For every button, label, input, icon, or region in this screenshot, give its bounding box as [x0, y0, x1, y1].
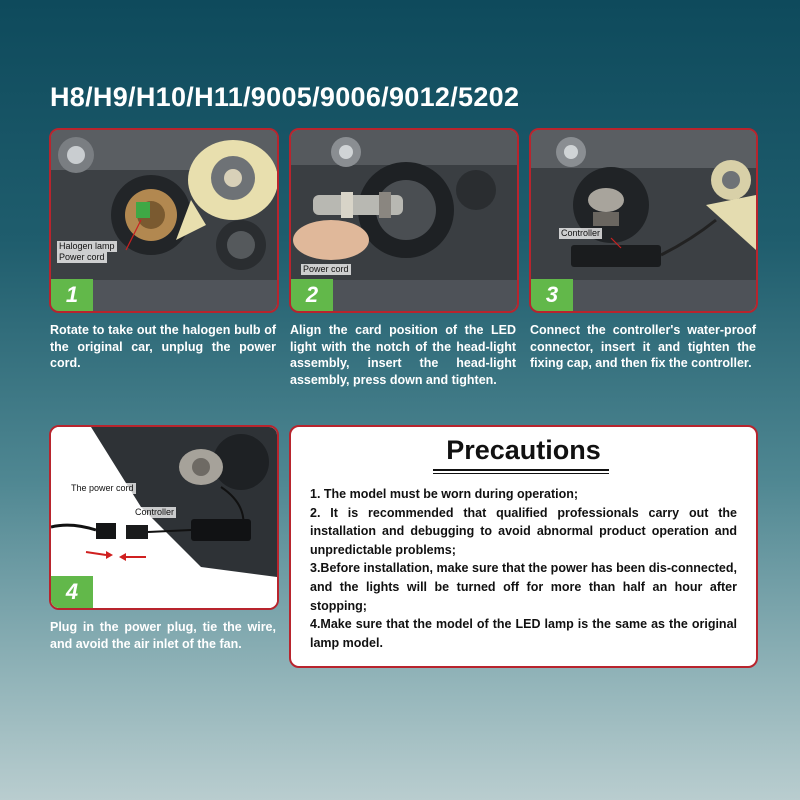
- photo-label-halogen-lamp: Halogen lamp: [59, 241, 115, 251]
- precaution-item: 3.Before installation, make sure that the power has been dis-connected, and the lights will be turned off for more than half an hour after stopping;: [310, 561, 737, 613]
- page-title: H8/H9/H10/H11/9005/9006/9012/5202: [50, 82, 520, 112]
- precaution-item: 4.Make sure that the model of the LED lamp is the same as the original lamp model.: [310, 617, 737, 650]
- precaution-item: 1. The model must be worn during operation;: [310, 487, 579, 501]
- step-1-number-badge: 1: [51, 279, 93, 311]
- step-2-number-badge: 2: [291, 279, 333, 311]
- photo-label-the-power-cord: The power cord: [71, 483, 134, 493]
- step-4-number-badge: 4: [51, 576, 93, 608]
- step-3-number-badge: 3: [531, 279, 573, 311]
- step-3-card: [529, 128, 758, 313]
- heading-underline-thin: [433, 473, 609, 474]
- step-2-card: [289, 128, 519, 313]
- photo-label-power-cord: Power cord: [59, 252, 105, 262]
- precautions-list: [310, 485, 737, 652]
- precautions-panel: [289, 425, 758, 668]
- step-1-description: Rotate to take out the halogen bulb of the original car, unplug the power cord.: [50, 323, 276, 370]
- step-4-description: Plug in the power plug, tie the wire, and avoid the air inlet of the fan.: [50, 620, 276, 651]
- heading-underline: [433, 469, 609, 471]
- step-4-card: [49, 425, 279, 610]
- step-1-card: [49, 128, 279, 313]
- photo-label-power-cord: Power cord: [303, 264, 349, 274]
- step-3-description: Connect the controller's water-proof connector, insert it and tighten the fixing cap, and then fix the controller.: [530, 323, 756, 370]
- step-2-description: Align the card position of the LED light with the notch of the head-light assembly, insert the head-light assembly, press down and tighten.: [290, 323, 516, 387]
- precautions-heading: Precautions: [446, 435, 601, 465]
- photo-label-controller: Controller: [561, 228, 601, 238]
- photo-label-controller: Controller: [135, 507, 175, 517]
- precaution-item: 2. It is recommended that qualified professionals carry out the installation and debugging to avoid abnormal product operation and unpredictable problems;: [310, 505, 737, 557]
